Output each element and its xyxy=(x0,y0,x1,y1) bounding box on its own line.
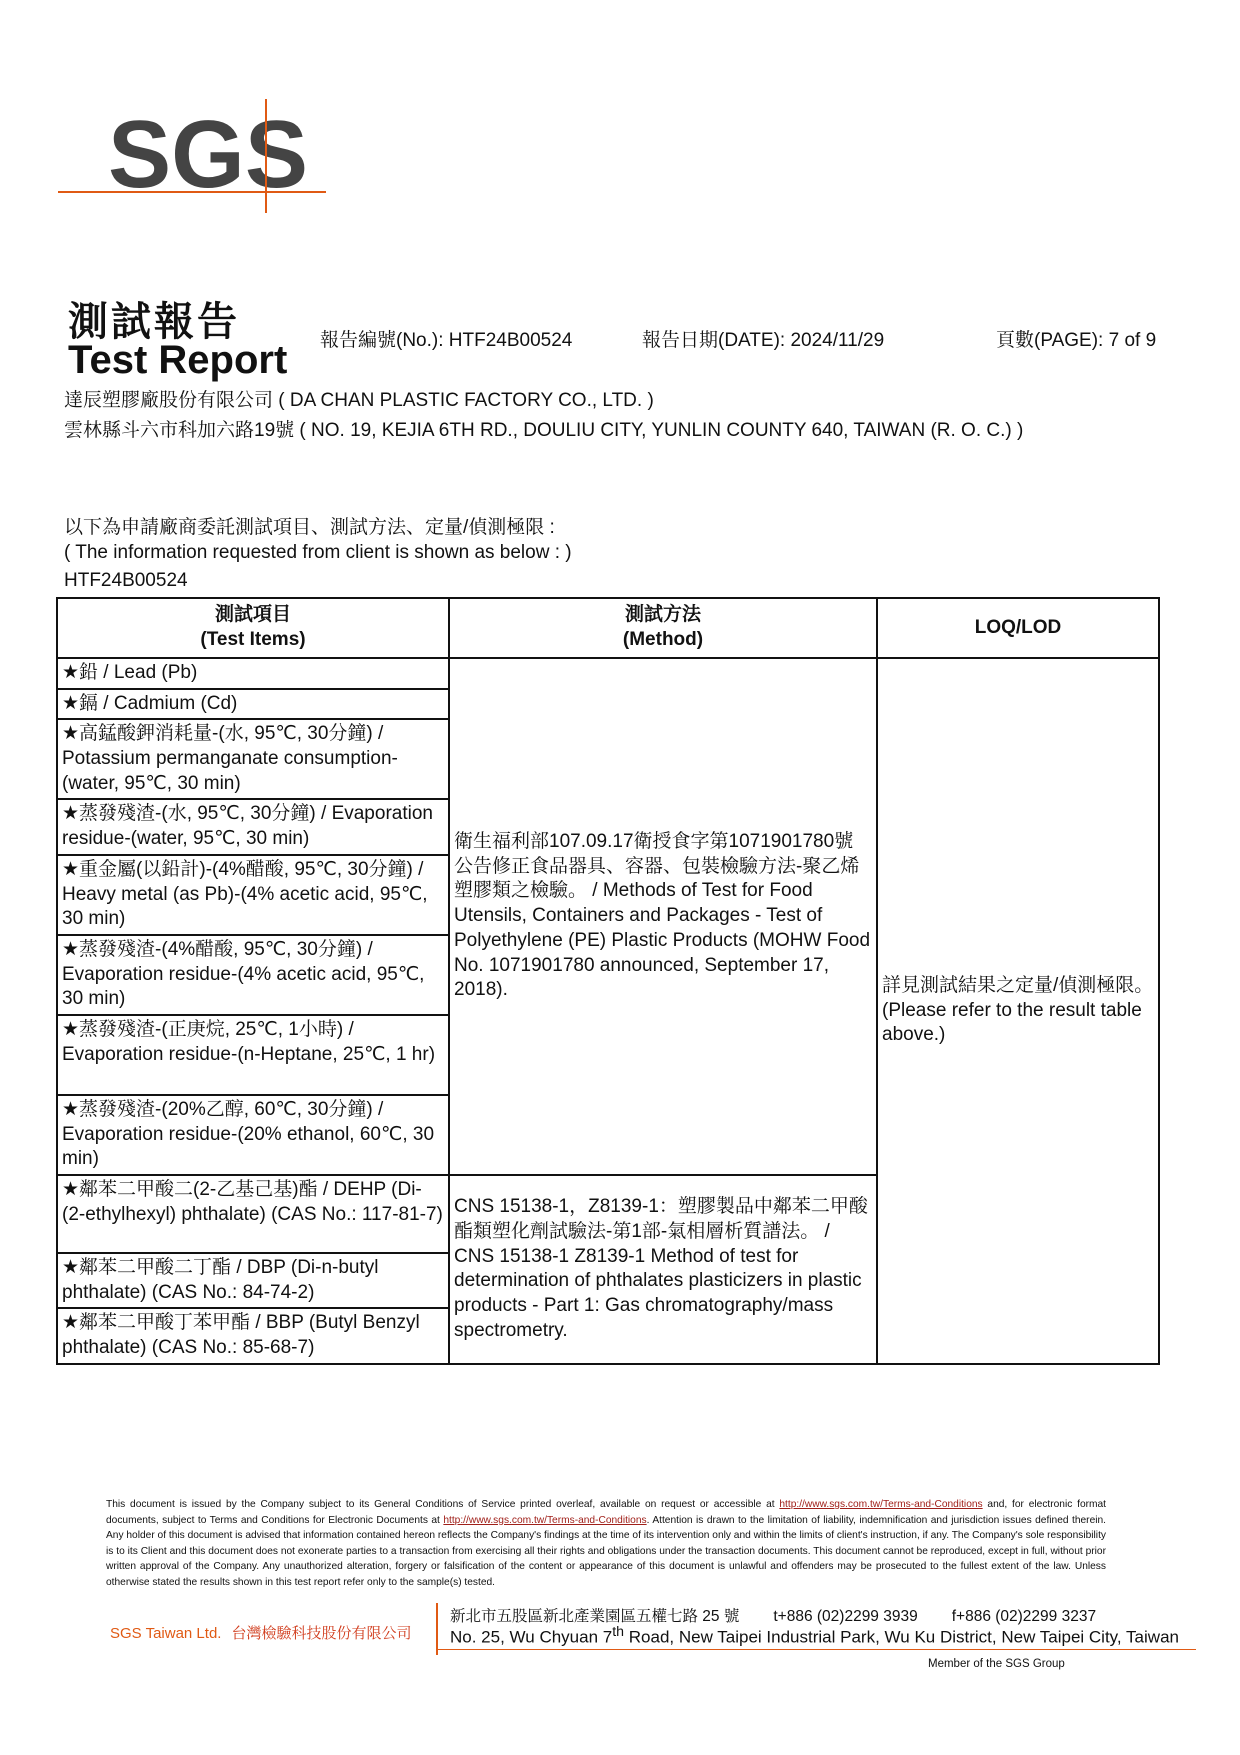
table-row xyxy=(57,658,1159,689)
header-test-items-en: (Test Items) xyxy=(200,629,306,650)
footer-company xyxy=(110,1622,411,1643)
intro-zh: 以下為申請廠商委託測試項目、測試方法、定量/偵測極限 : xyxy=(64,517,555,538)
test-item: ★蒸發殘渣-(水, 95℃, 30分鐘) / Evaporation residue-(water, 95℃, 30 min) xyxy=(57,799,449,854)
header-method xyxy=(449,598,877,658)
disclaimer-text-1: This document is issued by the Company subject to its General Conditions of Service printed overleaf, available on request or accessible at xyxy=(106,1499,780,1510)
footer-address-zh xyxy=(450,1604,1130,1626)
footer-divider-vertical xyxy=(436,1603,438,1655)
test-item: ★鄰苯二甲酸二丁酯 / DBP (Di-n-butyl phthalate) (CAS No.: 84-74-2) xyxy=(57,1253,449,1308)
header-test-items-zh: 測試項目 xyxy=(214,604,291,626)
table-header-row xyxy=(57,598,1159,658)
fax: f+886 (02)2299 3237 xyxy=(951,1608,1097,1625)
page-number: 頁數(PAGE): 7 of 9 xyxy=(996,330,1157,351)
terms-link-electronic[interactable]: http://www.sgs.com.tw/Terms-and-Conditions xyxy=(443,1514,647,1526)
address-en-superscript: th xyxy=(612,1624,625,1640)
header-method-zh: 測試方法 xyxy=(624,604,701,626)
terms-link[interactable]: http://www.sgs.com.tw/Terms-and-Conditions xyxy=(779,1499,983,1510)
footer-company-en: SGS Taiwan Ltd. xyxy=(110,1625,222,1642)
company-name: 達辰塑膠廠股份有限公司 ( DA CHAN PLASTIC FACTORY CO., LTD. ) xyxy=(64,390,654,411)
svg-text:SGS: SGS xyxy=(108,101,308,208)
method-cell-cns-15138: CNS 15138-1，Z8139-1：塑膠製品中鄰苯二甲酸酯類塑化劑試驗法-第1部-氣相層析質譜法。 / CNS 15138-1 Z8139-1 Method of test for determination of phthalates plasticizers in plastic products - Part 1: Gas chromatography/mass spectrometry. xyxy=(449,1175,877,1364)
disclaimer-text-3: . Attention is drawn to the limitation of liability, indemnification and jurisdiction issues defined therein. Any holder of this document is advised that information contained hereon reflects the Company's findings at the time of its intervention only and within the limits of client's instruction, if any. The Company's sole responsibility is to its Client and this document does not exonerate parties to a transaction from exercising all their rights and obligations under the transaction documents. This document cannot be reproduced, except in full, without prior written approval of the Company. Any unauthorized alteration, forgery or falsification of the content or appearance of this document is unlawful and offenders may be prosecuted to the fullest extent of the law. Unless otherwise stated the results shown in this test report refer only to the sample(s) tested. xyxy=(106,1514,1106,1588)
test-item: ★蒸發殘渣-(4%醋酸, 95℃, 30分鐘) / Evaporation residue-(4% acetic acid, 95℃, 30 min) xyxy=(57,935,449,1015)
intro-en: ( The information requested from client is shown as below : ) xyxy=(64,542,572,563)
telephone: t+886 (02)2299 3939 xyxy=(773,1608,918,1625)
report-date: 報告日期(DATE): 2024/11/29 xyxy=(642,330,885,351)
test-item: ★蒸發殘渣-(20%乙醇, 60℃, 30分鐘) / Evaporation residue-(20% ethanol, 60℃, 30 min) xyxy=(57,1095,449,1175)
test-item: ★鉛 / Lead (Pb) xyxy=(57,658,449,689)
loq-lod-cell: 詳見測試結果之定量/偵測極限。(Please refer to the result table above.) xyxy=(877,658,1159,1364)
sgs-logo xyxy=(58,95,328,215)
method-cell-food-utensils: 衛生福利部107.09.17衛授食字第1071901780號公告修正食品器具、容器、包裝檢驗方法-聚乙烯塑膠類之檢驗。 / Methods of Test for Food Utensils, Containers and Packages - Test of Polyethylene (PE) Plastic Products (MOHW Food No. 1071901780 announced, September 17, 2018). xyxy=(449,658,877,1175)
test-item: ★重金屬(以鉛計)-(4%醋酸, 95℃, 30分鐘) / Heavy metal (as Pb)-(4% acetic acid, 95℃, 30 min) xyxy=(57,855,449,935)
disclaimer-text-2: and, for electronic format documents, subject to Terms and Conditions for Electronic Documents at xyxy=(106,1499,1106,1526)
test-item: ★鎘 / Cadmium (Cd) xyxy=(57,689,449,720)
legal-disclaimer xyxy=(106,1497,1106,1591)
footer-address-en xyxy=(450,1624,1179,1648)
test-item: ★鄰苯二甲酸二(2-乙基己基)酯 / DEHP (Di-(2-ethylhexyl) phthalate) (CAS No.: 117-81-7) xyxy=(57,1175,449,1253)
company-address: 雲林縣斗六市科加六路19號 ( NO. 19, KEJIA 6TH RD., DOULIU CITY, YUNLIN COUNTY 640, TAIWAN (R. O. C.) ) xyxy=(64,420,1024,441)
test-items-table xyxy=(56,597,1160,1365)
intro-report-id: HTF24B00524 xyxy=(64,570,188,591)
footer-divider-horizontal xyxy=(436,1649,1196,1650)
footer-company-zh: 台灣檢驗科技股份有限公司 xyxy=(231,1624,412,1642)
test-item: ★蒸發殘渣-(正庚烷, 25℃, 1小時) / Evaporation residue-(n-Heptane, 25℃, 1 hr) xyxy=(57,1015,449,1095)
address-en-part1: No. 25, Wu Chyuan 7 xyxy=(450,1627,613,1647)
report-number: 報告編號(No.): HTF24B00524 xyxy=(320,330,573,351)
title-en: Test Report xyxy=(68,338,288,382)
member-of-group: Member of the SGS Group xyxy=(928,1658,1065,1670)
address-en-part2: Road, New Taipei Industrial Park, Wu Ku District, New Taipei City, Taiwan xyxy=(624,1627,1179,1647)
header-method-en: (Method) xyxy=(622,629,704,650)
header-test-items xyxy=(57,598,449,658)
test-item: ★高錳酸鉀消耗量-(水, 95℃, 30分鐘) / Potassium permanganate consumption-(water, 95℃, 30 min) xyxy=(57,719,449,799)
header-loq-lod: LOQ/LOD xyxy=(877,598,1159,658)
address-zh: 新北市五股區新北產業園區五權七路 25 號 xyxy=(450,1608,740,1625)
title-zh: 測試報告 xyxy=(68,299,240,345)
test-item: ★鄰苯二甲酸丁苯甲酯 / BBP (Butyl Benzyl phthalate) (CAS No.: 85-68-7) xyxy=(57,1308,449,1363)
